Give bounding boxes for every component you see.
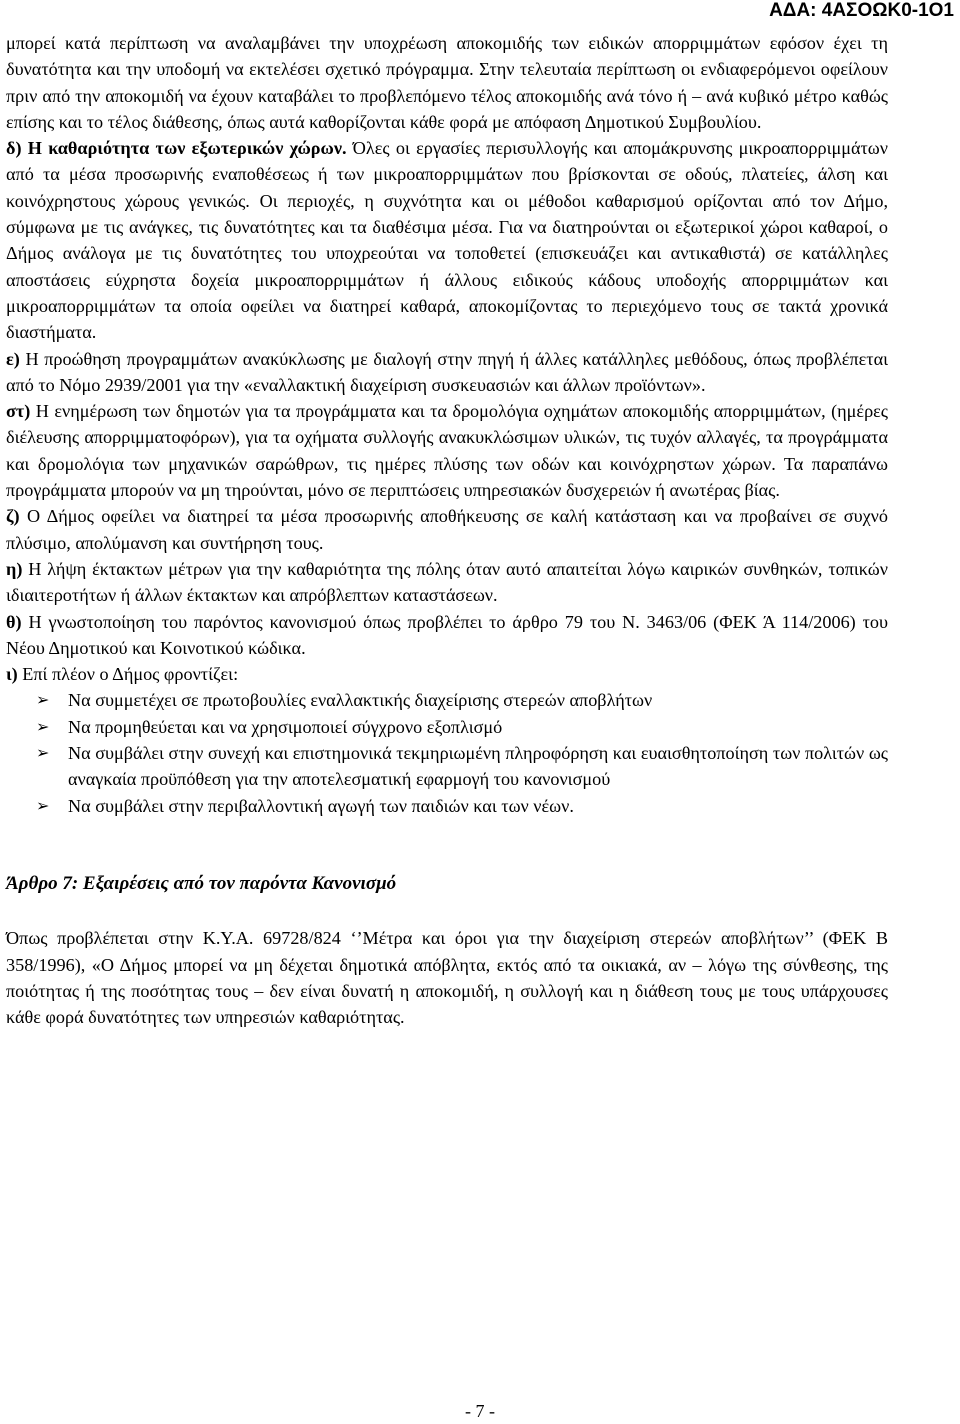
list-item	[6, 740, 888, 793]
list-item	[6, 714, 888, 740]
list-item	[6, 687, 888, 713]
list-item	[6, 793, 888, 819]
list-item-text: Να προμηθεύεται και να χρησιμοποιεί σύγχρονο εξοπλισμό	[68, 716, 503, 737]
arrow-bullet-icon: ➢	[36, 795, 50, 815]
item-st-label: στ)	[6, 401, 31, 422]
article-7-body: Όπως προβλέπεται στην Κ.Υ.Α. 69728/824 ‘’Μέτρα και όροι για την διαχείριση στερεών αποβλήτων’’ (ΦΕΚ Β 358/1996), «Ο Δήμος μπορεί να μη δέχεται δημοτικά απόβλητα, εκτός από τα οικιακά, αν – λόγω της σύνθεσης, της ποιότητας ή της ποσότητας τους – δεν είναι δυνατή η αποκομιδή, η συλλογή και η διάθεση τους με τους υπάρχουσες κάθε φορά δυνατότητες των υπηρεσιών καθαριότητας.	[6, 928, 888, 1028]
ada-header: ΑΔΑ: 4ΑΣΟΩΚ0-1Ο1	[769, 0, 954, 21]
item-z-text: Ο Δήμος οφείλει να διατηρεί τα μέσα προσωρινής αποθήκευσης σε καλή κατάσταση και να προβαίνει σε συχνό πλύσιμο, απολύμανση και συντήρηση τους.	[6, 506, 888, 553]
item-st-text: Η ενημέρωση των δημοτών για τα προγράμματα και τα δρομολόγια οχημάτων αποκομιδής απορριμμάτων, (ημέρες διέλευσης απορριμματοφόρων), για τα οχήματα συλλογής ανακυκλώσιμων υλικών, τις τυχόν αλλαγές, τα προγράμματα και δρομολόγια των μηχανικών σαρώθρων, τις ημέρες πλύσης των οδών και κοινόχρηστων χώρων. Τα παραπάνω προγράμματα μπορούν να μη τηρούνται, μόνο σε περιπτώσεις υπηρεσιακών δυσχερειών ή ανωτέρας βίας.	[6, 401, 888, 501]
arrow-bullet-icon: ➢	[36, 716, 50, 736]
document-body	[6, 30, 888, 1030]
item-d-text: Όλες οι εργασίες περισυλλογής και απομάκρυνσης μικροαπορριμμάτων από τα μέσα προσωρινής εναποθέσεως ή των μικροαπορριμμάτων που βρίσκονται σε οδούς, πλατείες, άλση και κοινόχρηστους χώρους γενικώς. Οι περιοχές, η συχνότητα και οι μέθοδοι καθαρισμού ορίζονται από τον Δήμο, σύμφωνα με τις ανάγκες, τις δυνατότητες και τα διαθέσιμα μέσα. Για να διατηρούνται οι εξωτερικοί χώροι καθαροί, ο Δήμος ανάλογα με τις δυνατότητες του υποχρεούται να τοποθετεί (επισκευάζει και αντικαθιστά) σε κατάλληλες αποστάσεις εύχρηστα δοχεία μικροαπορριμμάτων ή άλλους ειδικούς κάδους υποδοχής απορριμμάτων και μικροαπορριμμάτων τα οποία οφείλει να διατηρεί καθαρά, αποκομίζοντας το περιεχόμενο τους σε τακτά χρονικά διαστήματα.	[6, 138, 888, 343]
item-z	[6, 503, 888, 556]
item-iota-text: Επί πλέον ο Δήμος φροντίζει:	[17, 664, 239, 685]
arrow-bullet-icon: ➢	[36, 743, 50, 763]
item-i-text: Η λήψη έκτακτων μέτρων για την καθαριότητα της πόλης όταν αυτό απαιτείται λόγω καιρικών συνθηκών, τοπικών ιδιαιτεροτήτων ή άλλων έκτακτων και απρόβλεπτων καταστάσεων.	[6, 558, 888, 606]
item-i	[6, 556, 888, 609]
item-th	[6, 609, 888, 662]
paragraph-intro: μπορεί κατά περίπτωση να αναλαμβάνει την υποχρέωση αποκομιδής των ειδικών απορριμμάτων εφόσον έχει τη δυνατότητα και την υποδομή να εκτελέσει σχετικό πρόγραμμα. Στην τελευταία περίπτωση οι ενδιαφερόμενοι οφείλουν πριν από την αποκομιδή να έχουν καταβάλει το προβλεπόμενο τέλος αποκομιδής ανά τόνο ή – ανά κυβικό μέτρο καθώς επίσης και το τέλος διάθεσης, όπως αυτά καθορίζονται κάθε φορά με απόφαση Δημοτικού Συμβουλίου.	[6, 33, 888, 132]
page-number: - 7 -	[465, 1401, 495, 1421]
item-i-label: η)	[6, 558, 23, 579]
article-7-title: Άρθρο 7: Εξαιρέσεις από τον παρόντα Κανονισμό	[6, 872, 397, 894]
item-iota-label: ι)	[6, 664, 18, 685]
item-e	[6, 346, 888, 399]
item-d	[6, 135, 888, 345]
list-item-text: Να συμβάλει στην περιβαλλοντική αγωγή των παιδιών και των νέων.	[68, 795, 574, 816]
item-th-label: θ)	[6, 611, 22, 632]
item-iota	[6, 661, 888, 687]
list-item-text: Να συμβάλει στην συνεχή και επιστημονικά τεκμηριωμένη πληροφόρηση και ευαισθητοποίηση των πολιτών ως αναγκαία προϋπόθεση για την αποτελεσματική εφαρμογή του κανονισμού	[68, 743, 888, 790]
item-z-label: ζ)	[6, 506, 20, 527]
list-item-text: Να συμμετέχει σε πρωτοβουλίες εναλλακτικής διαχείρισης στερεών αποβλήτων	[68, 690, 653, 711]
item-e-label: ε)	[6, 348, 20, 369]
item-st	[6, 398, 888, 503]
bullet-list	[6, 687, 888, 818]
item-th-text: Η γνωστοποίηση του παρόντος κανονισμού όπως προβλέπει το άρθρο 79 του Ν. 3463/06 (ΦΕΚ Ά 114/2006) του Νέου Δημοτικού και Κοινοτικού κώδικα.	[6, 611, 888, 658]
item-e-text: Η προώθηση προγραμμάτων ανακύκλωσης με διαλογή στην πηγή ή άλλες κατάλληλες μεθόδους, όπως προβλέπεται από το Νόμο 2939/2001 για την «εναλλακτική διαχείριση συσκευασιών και άλλων προϊόντων».	[6, 348, 888, 395]
arrow-bullet-icon: ➢	[36, 690, 50, 710]
item-d-label: δ) Η καθαριότητα των εξωτερικών χώρων.	[6, 138, 347, 159]
